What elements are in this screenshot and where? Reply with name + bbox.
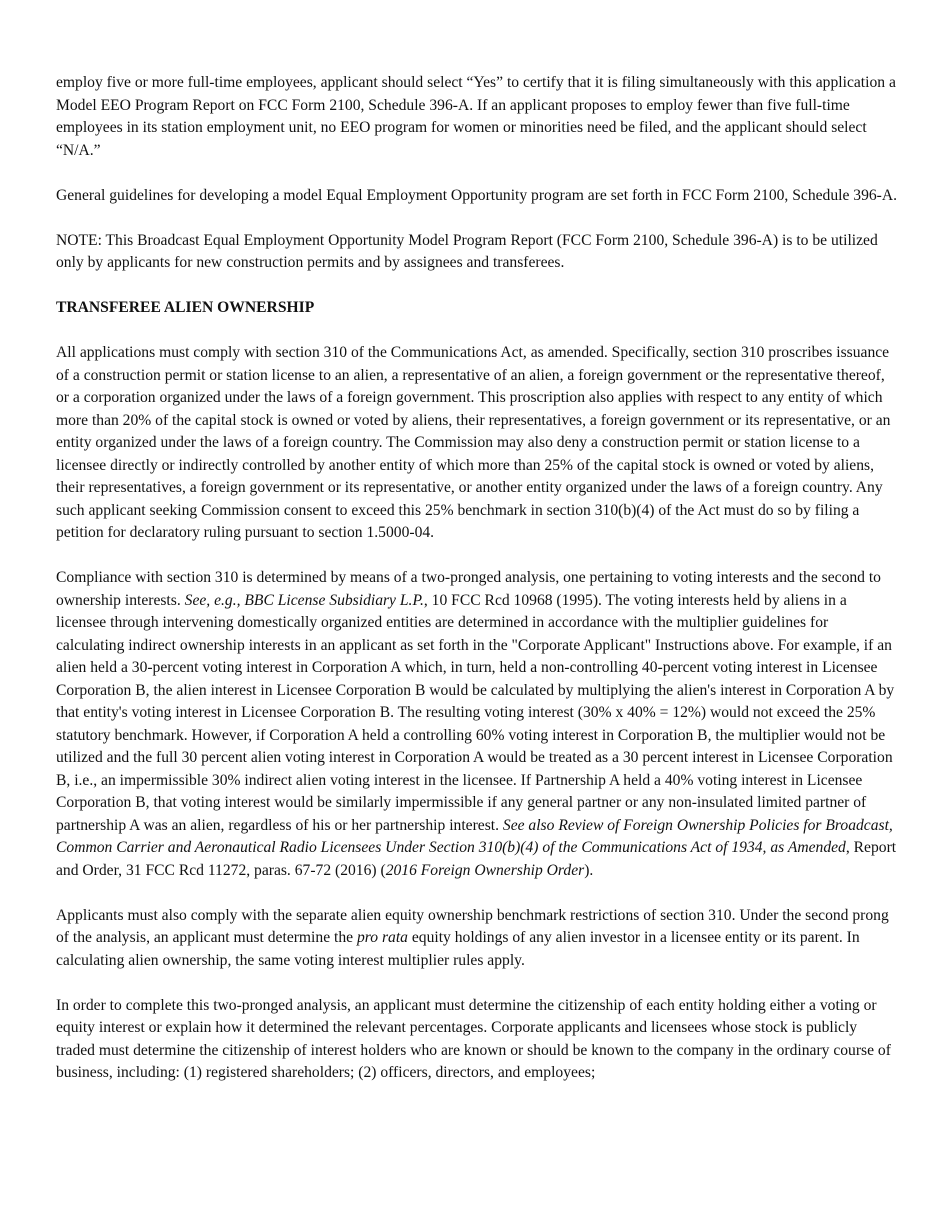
compliance-text: ). <box>584 861 594 879</box>
compliance-text: , 10 FCC Rcd 10968 (1995). The voting interests held by aliens in a licensee through intervening domestically organized entities are determined in accordance with the multiplier guidelines for calculating indirect ownership interests in an applicant as set forth in the "Corporate Applicant" Instructions above. For example, if an alien held a 30-percent voting interest in Corporation A which, in turn, held a non-controlling 40-percent voting interest in Licensee Corporation B, the alien interest in Licensee Corporation B would be calculated by multiplying the alien's interest in Corporation A by that entity's voting interest in Licensee Corporation B. The resulting voting interest (30% x 40% = 12%) would not exceed the 25% statutory benchmark. However, if Corporation A held a controlling 60% voting interest in Corporation B, the multiplier would not be utilized and the full 30 percent alien voting interest in Corporation A would be treated as a 30 percent interest in Licensee Corporation B, i.e., an impermissible 30% indirect alien voting interest in the licensee. If Partnership A held a 40% voting interest in Licensee Corporation B, that voting interest would be similarly impermissible if any general partner or any non-insulated limited partner of partnership A was an alien, regardless of his or her partnership interest. <box>56 591 895 834</box>
pro-rata-term: pro rata <box>356 929 408 946</box>
alien-ownership-paragraph: All applications must comply with section 310 of the Communications Act, as amended. Specifically, section 310 proscribes issuance of a construction permit or station license to an alien, a representative of an alien, a foreign government or the representative thereof, or a corporation organized under the laws of a foreign government. This proscription also applies with respect to any entity of which more than 20% of the capital stock is owned or voted by aliens, their representatives, a foreign government or its representative, or an entity organized under the laws of a foreign country. The Commission may also deny a construction permit or station license to a licensee directly or indirectly controlled by another entity of which more than 25% of the capital stock is owned or voted by aliens, their representatives, a foreign government or its representative, or another entity organized under the laws of a foreign country. Any such applicant seeking Commission consent to exceed this 25% benchmark in section 310(b)(4) of the Act must do so by filing a petition for declaratory ruling pursuant to section 1.5000-04. <box>56 344 891 541</box>
eeo-paragraph: employ five or more full-time employees, applicant should select “Yes” to certify that it is filing simultaneously with this application a Model EEO Program Report on FCC Form 2100, Schedule 396-A. If an applicant proposes to employ fewer than five full-time employees in its station employment unit, no EEO program for women or minorities need be filed, and the applicant should select “N/A.” <box>56 74 896 159</box>
note-paragraph: NOTE: This Broadcast Equal Employment Opportunity Model Program Report (FCC Form 2100, Schedule 396-A) is to be utilized only by applicants for new construction permits and by assignees and transferees. <box>56 231 878 271</box>
compliance-text: Compliance with section 310 is determined by means of a two-pronged analysis, one pertaining to voting interests and the second to ownership interests. <box>56 569 881 609</box>
document-page <box>56 72 898 1107</box>
citizenship-paragraph: In order to complete this two-pronged analysis, an applicant must determine the citizenship of each entity holding either a voting or equity interest or explain how it determined the relevant percentages. Corporate applicants and licensees whose stock is publicly traded must determine the citizenship of interest holders who are known or should be known to the company in the ordinary course of business, including: (1) registered shareholders; (2) officers, directors, and employees; <box>56 996 891 1081</box>
review-citation: See also Review of Foreign Ownership Policies for Broadcast, Common Carrier and Aeronautical Radio Licensees Under Section 310(b)(4) of the Communications Act of 1934, as Amended <box>56 816 893 856</box>
equity-text: Applicants must also comply with the separate alien equity ownership benchmark restrictions of section 310. Under the second prong of the analysis, an applicant must determine the <box>56 906 889 946</box>
case-citation: See, e.g., BBC License Subsidiary L.P. <box>184 591 424 609</box>
compliance-paragraph <box>56 567 898 882</box>
equity-text: equity holdings of any alien investor in a licensee entity or its parent. In calculating alien ownership, the same voting interest multiplier rules apply. <box>56 929 860 969</box>
compliance-text: , Report and Order, 31 FCC Rcd 11272, paras. 67-72 (2016) ( <box>56 839 897 879</box>
order-citation: 2016 Foreign Ownership Order <box>385 861 585 879</box>
equity-paragraph <box>56 905 898 973</box>
guidelines-paragraph: General guidelines for developing a model Equal Employment Opportunity program are set forth in FCC Form 2100, Schedule 396-A. <box>56 186 898 204</box>
section-heading: TRANSFEREE ALIEN OWNERSHIP <box>56 299 315 316</box>
